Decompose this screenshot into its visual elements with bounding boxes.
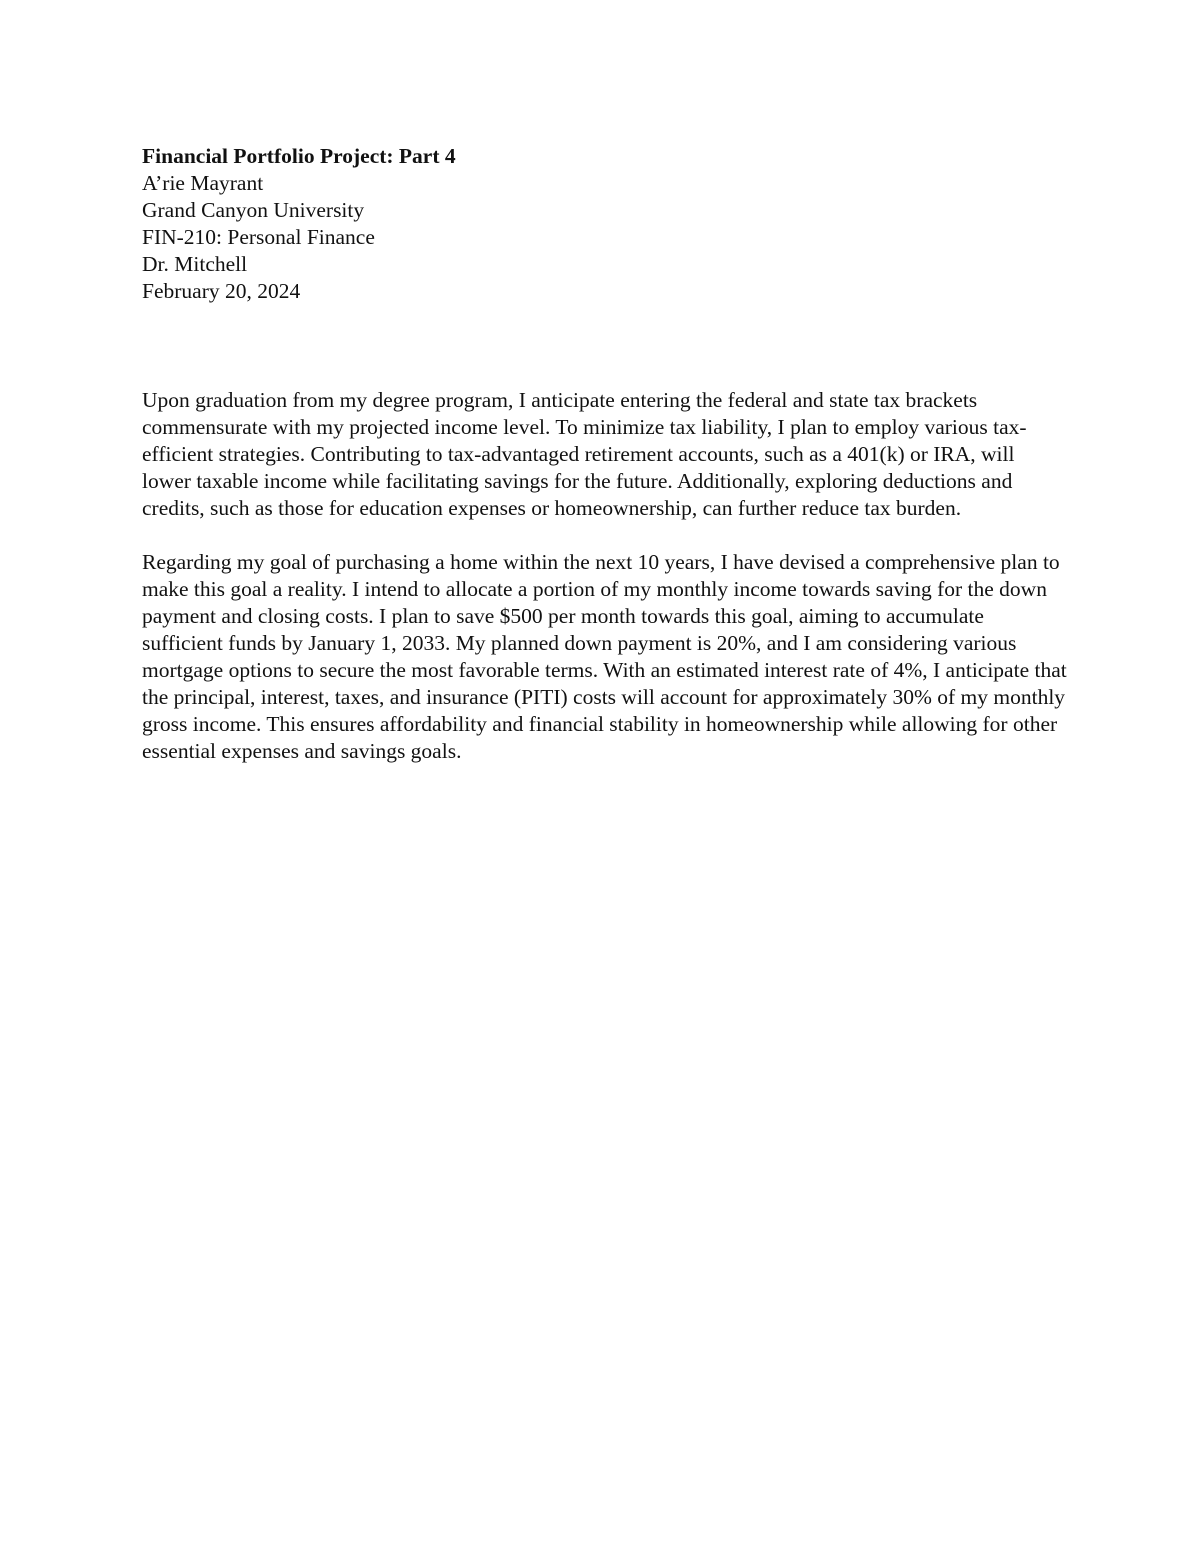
document-date: February 20, 2024 — [142, 279, 301, 303]
document-body — [142, 387, 1067, 792]
title-block — [142, 143, 1062, 305]
course-name: FIN-210: Personal Finance — [142, 225, 375, 249]
paragraph-tax-strategy: Upon graduation from my degree program, I anticipate entering the federal and state tax brackets commensurate with my projected income level. To minimize tax liability, I plan to employ various tax-efficient strategies. Contributing to tax-advantaged retirement accounts, such as a 401(k) or IRA, will lower taxable income while facilitating savings for the future. Additionally, exploring deductions and credits, such as those for education expenses or homeownership, can further reduce tax burden. — [142, 388, 1027, 520]
instructor-name: Dr. Mitchell — [142, 252, 248, 276]
document-title: Financial Portfolio Project: Part 4 — [142, 144, 456, 168]
author-name: A’rie Mayrant — [142, 171, 264, 195]
paragraph-home-purchase: Regarding my goal of purchasing a home within the next 10 years, I have devised a comprehensive plan to make this goal a reality. I intend to allocate a portion of my monthly income towards saving for the down payment and closing costs. I plan to save $500 per month towards this goal, aiming to accumulate sufficient funds by January 1, 2033. My planned down payment is 20%, and I am considering various mortgage options to secure the most favorable terms. With an estimated interest rate of 4%, I anticipate that the principal, interest, taxes, and insurance (PITI) costs will account for approximately 30% of my monthly gross income. This ensures affordability and financial stability in homeownership while allowing for other essential expenses and savings goals. — [142, 550, 1067, 763]
institution-name: Grand Canyon University — [142, 198, 365, 222]
